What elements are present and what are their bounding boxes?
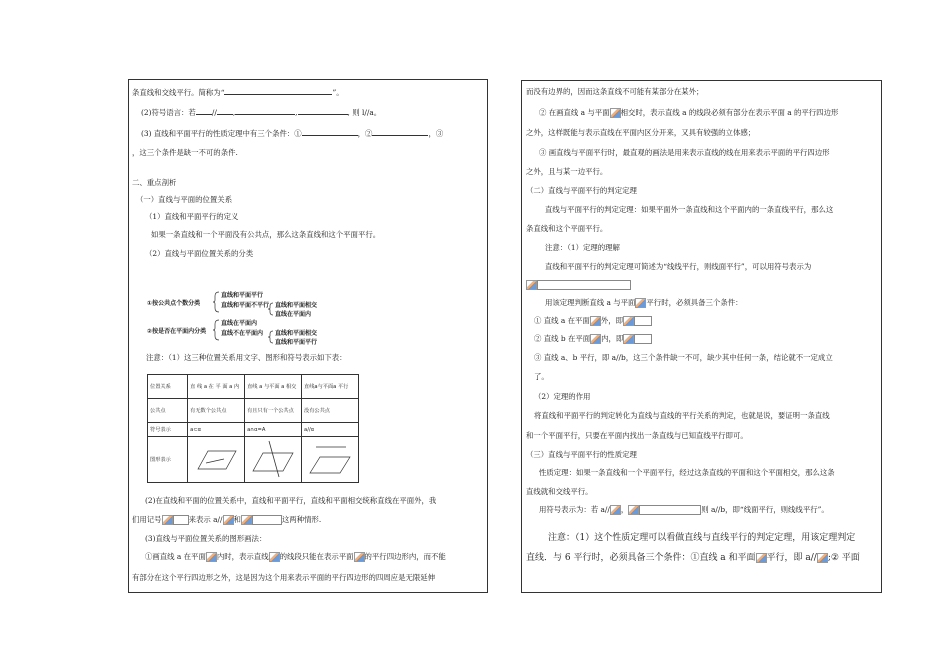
plane-parallel-line-figure — [304, 439, 354, 479]
note-3-line-2 — [526, 552, 860, 564]
note-2-heading: （2）定理的作用 — [534, 392, 591, 401]
formula-image-icon — [610, 505, 621, 515]
theorem-line-1: 直线与平面平行的判定定理：如果平面外一条直线和这个平面内的一条直线平行，那么这 — [545, 205, 834, 214]
condition-3: ③ 直线 a、b 平行，即 a//b，这三个条件缺一不可，缺少其中任何一条，结论就不一定成立 — [534, 353, 833, 362]
text-seg: 条直线和交线平行。简称为“ — [132, 88, 225, 97]
table-cell: a//α — [302, 423, 359, 437]
condition-1 — [534, 316, 652, 326]
right-line-3: 之外，这样既能与表示直线在平面内区分开来，又具有较强的立体感； — [526, 128, 756, 137]
classification-diagram — [147, 290, 347, 350]
text-seg: ，③ — [428, 129, 444, 138]
table-cell: 有无数个公共点 — [188, 399, 245, 423]
formula-box — [634, 334, 652, 344]
role-line-2: 和一个平面平行，只要在平面内找出一条直线与已知直线平行即可。 — [526, 431, 748, 440]
para-3-line-2: 有部分在这个平行四边形之外，这是因为这个用来表示平面的平行四边形的四周应是无限延伸 — [132, 573, 436, 582]
text-seg: 相交时，表示直线 a 的线段必须有部分在表示平面 a 的平行四边形 — [620, 108, 839, 117]
diagram-label: ②按是否在平面内分类 — [147, 328, 207, 335]
formula-image-icon — [590, 334, 601, 344]
para-3-line-1 — [145, 552, 446, 562]
formula-image-icon — [241, 515, 252, 525]
plane-intersect-line-figure — [247, 439, 297, 479]
formula-line — [526, 280, 631, 290]
left-line-1 — [132, 86, 344, 98]
formula-image-icon — [817, 553, 828, 563]
subsection-heading-1: （一）直线与平面的位置关系 — [136, 195, 233, 204]
left-line-3 — [141, 127, 443, 139]
formula-image-icon — [590, 316, 601, 326]
formula-image-icon — [269, 552, 280, 562]
table-cell: 直线 a 与平面 a 相交 — [245, 375, 302, 399]
text-seg: (2)符号语言：若 — [141, 108, 196, 117]
formula-image-icon — [223, 515, 234, 525]
note-heading: 注意：（1）定理的理解 — [545, 243, 620, 252]
property-line-1: 性质定理：如果一条直线和一个平面平行，经过这条直线的平面和这个平面相交，那么这条 — [539, 468, 835, 477]
diagram-item: 直线和平面平行 — [275, 339, 318, 346]
text-seg: , — [295, 108, 298, 117]
formula-image-icon — [628, 505, 639, 515]
formula-box — [639, 505, 701, 515]
relation-table — [147, 374, 359, 483]
text-seg: ①画直线 a 在平面 — [145, 552, 206, 561]
table-cell: 直 线 a 在 平 面 a 内 — [188, 375, 245, 399]
table-cell: 图形表示 — [148, 437, 188, 483]
blank-fill — [372, 127, 428, 136]
diagram-item: 直线在平面内 — [275, 311, 312, 318]
blank-fill — [232, 106, 298, 117]
diagram-item: 直线和平面相交 — [275, 330, 318, 337]
text-seg: 平行时，必须具备三个条件： — [646, 298, 743, 307]
item-heading-1: （1）直线和平面平行的定义 — [145, 212, 239, 221]
formula-box — [173, 515, 189, 525]
table-cell: 直线a与平面a 平行 — [302, 375, 359, 399]
left-line-4: ，这三个条件是缺一不可的条件. — [132, 148, 238, 157]
table-cell: 有且只有一个公共点 — [245, 399, 302, 423]
text-seg: ② 直线 b 在平面 — [534, 334, 591, 343]
formula-image-icon — [756, 553, 767, 563]
text-seg: 平行，即 a// — [766, 553, 817, 563]
text-seg: ② 在画直线 a 与平面 — [539, 108, 610, 117]
text-seg: 外，即 — [600, 316, 623, 325]
subsection-heading-2: （二）直线与平面平行的判定定理 — [526, 186, 637, 195]
table-figure-cell — [188, 437, 245, 483]
text-seg: 这两种情形. — [281, 515, 322, 524]
formula-box — [537, 280, 631, 290]
diagram-item: 直线不在平面内 — [221, 330, 264, 337]
note-1: 注意：（1）这三种位置关系用文字、图形和符号表示如下表： — [146, 353, 347, 362]
formula-image-icon — [635, 298, 646, 308]
section-heading-2: 二、重点剖析 — [132, 178, 177, 187]
theorem-summary: 直线和平面平行的判定定理可简述为“线线平行，则线面平行”，可以用符号表示为 — [545, 262, 812, 271]
diagram-item: 直线和平面平行 — [221, 292, 264, 299]
text-seg: 用符号表示为：若 a// — [539, 505, 610, 514]
formula-image-icon — [610, 108, 621, 118]
formula-image-icon — [354, 552, 365, 562]
condition-2 — [534, 334, 652, 344]
table-cell: 公共点 — [148, 399, 188, 423]
text-seg: (3) 直线和平面平行的性质定理中有三个条件：① — [141, 129, 302, 138]
text-seg: ，② — [357, 129, 373, 138]
condition-3-end: 了。 — [534, 372, 549, 381]
property-line-2: 直线就和交线平行。 — [526, 487, 593, 496]
text-seg: ”。 — [332, 88, 344, 97]
table-figure-cell — [302, 437, 359, 483]
right-line-1: 而没有边界的，因而这条直线不可能有某部分在某外； — [526, 87, 704, 96]
text-seg: 则 a//b，即“线面平行，则线线平行”。 — [701, 505, 829, 514]
formula-image-icon — [162, 515, 173, 525]
property-symbol-line: 用符号表示为：若 a// ， 则 a//b，即“线面平行，则线线平行”。 — [539, 505, 829, 514]
text-seg: ;② 平面 — [827, 553, 860, 563]
text-seg: 直线．与 6 平行时，必须具备三个条件：①直线 a 和平面 — [526, 553, 756, 563]
right-line-4: ③ 画直线与平面平行时，最直观的画法是用来表示直线的线在用来表示平面的平行四边形 — [539, 148, 830, 157]
table-cell: a∩α=A — [245, 423, 302, 437]
blank-fill — [298, 106, 348, 115]
text-seg: // — [211, 108, 217, 117]
text-seg: 的平行四边形内，而不能 — [364, 552, 446, 561]
text-seg: 和 — [233, 515, 241, 524]
diagram-item: 直线和平面不平行 — [221, 302, 270, 309]
table-cell: 没有公共点 — [302, 399, 359, 423]
text-seg: ① 直线 a 在平面 — [534, 316, 590, 325]
subsection-heading-3: （三）直线与平面平行的性质定理 — [526, 450, 637, 459]
para-3-heading: (3)直线与平面位置关系的图形画法： — [145, 534, 267, 543]
table-cell: a⊂α — [188, 423, 245, 437]
formula-image-icon — [623, 316, 634, 326]
definition-text: 如果一条直线和一个平面没有公共点，那么这条直线和这个平面平行。 — [151, 230, 381, 239]
blank-fill — [217, 106, 236, 117]
item-heading-2: （2）直线与平面位置关系的分类 — [145, 249, 254, 258]
para-2-line-1: (2)在直线和平面的位置关系中，直线和平面平行，直线和平面相交统称直线在平面外，我 — [145, 496, 437, 505]
text-seg: 内时，表示直线 — [216, 552, 269, 561]
text-seg: , 则 l//a。 — [347, 108, 382, 117]
diagram-label: ①按公共点个数分类 — [147, 300, 201, 307]
conditions-intro — [545, 298, 743, 308]
blank-fill — [224, 86, 332, 95]
formula-image-icon — [526, 280, 537, 290]
note-3-line-1: 注意：（1）这个性质定理可以看做直线与直线平行的判定定理，用该定理判定 — [548, 533, 856, 543]
role-line-1: 将直线和平面平行的判定转化为直线与直线的平行关系的判定，也就是说，要证明一条直线 — [534, 411, 830, 420]
diagram-item: 直线和平面相交 — [275, 302, 318, 309]
text-seg: 内，即 — [601, 334, 624, 343]
text-seg: 来表示 a// — [188, 515, 223, 524]
right-line-5: 之外，且与某一边平行。 — [526, 167, 608, 176]
formula-image-icon — [206, 552, 217, 562]
text-seg: 的线段只能在表示平面 — [279, 552, 354, 561]
formula-box — [634, 316, 652, 326]
formula-box — [252, 515, 282, 525]
text-seg: , — [232, 108, 236, 117]
theorem-line-2: 条直线和这个平面平行。 — [526, 224, 608, 233]
para-2-line-2 — [132, 515, 321, 525]
table-cell: 位置关系 — [148, 375, 188, 399]
left-line-2 — [141, 106, 381, 118]
table-figure-cell — [245, 437, 302, 483]
text-seg: 用该定理判断直线 a 与平面 — [545, 298, 636, 307]
text-seg: 们用记号 — [132, 515, 162, 524]
right-line-2 — [539, 108, 838, 118]
blank-fill — [302, 127, 358, 136]
blank-fill — [196, 106, 212, 115]
diagram-item: 直线在平面内 — [221, 320, 258, 327]
table-cell: 符号表示 — [148, 423, 188, 437]
formula-image-icon — [623, 334, 634, 344]
plane-with-line-figure — [190, 439, 240, 479]
